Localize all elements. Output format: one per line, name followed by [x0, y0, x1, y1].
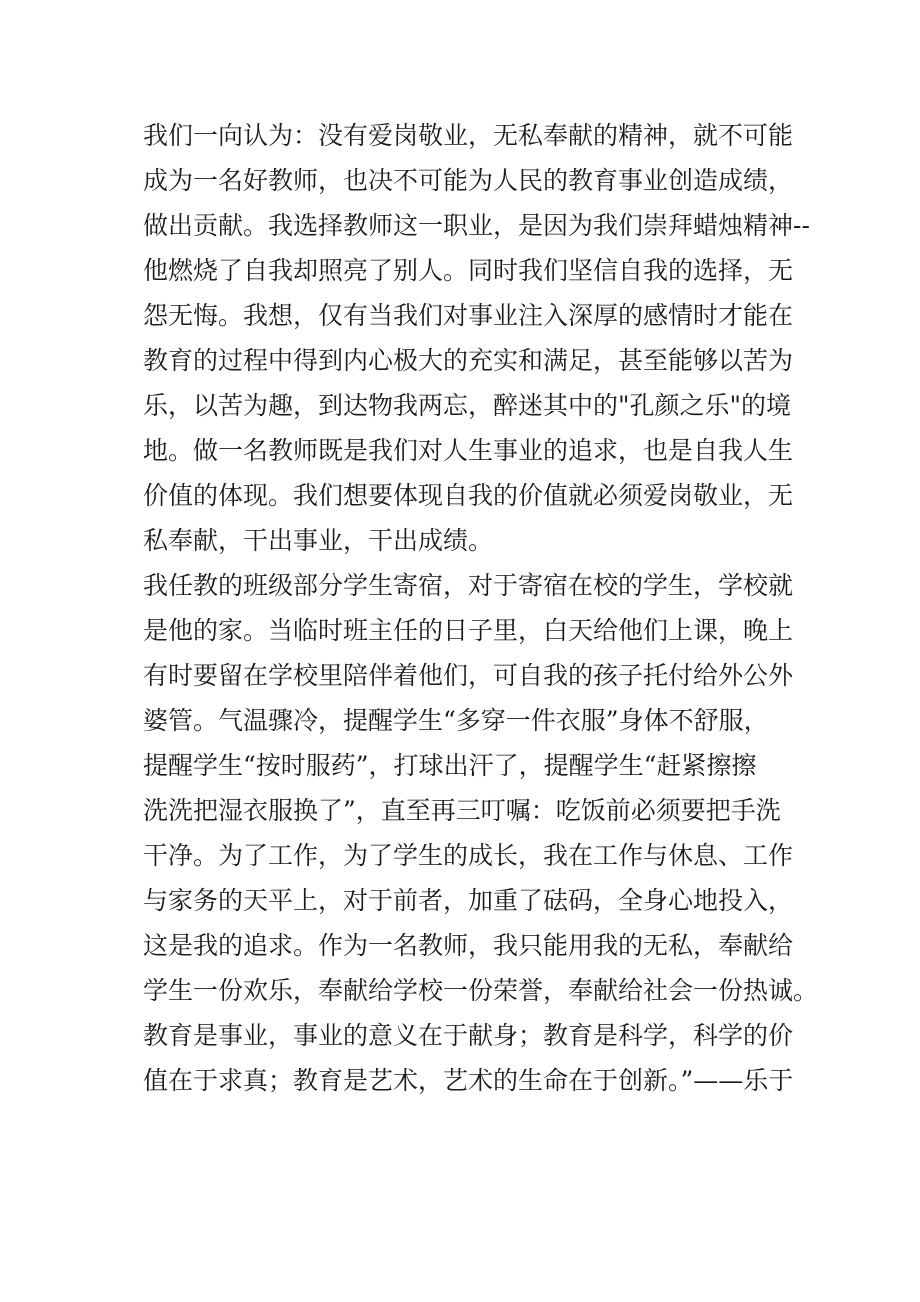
text-line: 这是我的追求。作为一名教师，我只能用我的无私，奉献给: [143, 931, 794, 960]
text-line: 与家务的天平上，对于前者，加重了砝码，全身心地投入，: [143, 886, 794, 915]
text-line: 教育的过程中得到内心极大的充实和满足，甚至能够以苦为: [143, 346, 794, 375]
text-line: 婆管。气温骤冷，提醒学生“多穿一件衣服”身体不舒服，: [143, 706, 769, 735]
text-line: 私奉献，干出事业，干出成绩。: [143, 526, 494, 555]
text-line: 我们一向认为：没有爱岗敬业，无私奉献的精神，就不可能: [143, 121, 794, 150]
text-line: 是他的家。当临时班主任的日子里，白天给他们上课，晚上: [143, 616, 794, 645]
text-line: 有时要留在学校里陪伴着他们，可自我的孩子托付给外公外: [143, 661, 794, 690]
text-line: 提醒学生“按时服药”，打球出汗了，提醒学生“赶紧擦擦: [143, 751, 757, 780]
text-line: 教育是事业，事业的意义在于献身；教育是科学，科学的价: [143, 1021, 794, 1050]
text-line: 乐，以苦为趣，到达物我两忘，醉迷其中的"孔颜之乐"的境: [143, 391, 792, 420]
text-line: 我任教的班级部分学生寄宿，对于寄宿在校的学生，学校就: [143, 571, 794, 600]
text-line: 怨无悔。我想，仅有当我们对事业注入深厚的感情时才能在: [143, 301, 794, 330]
text-line: 地。做一名教师既是我们对人生事业的追求，也是自我人生: [143, 436, 794, 465]
text-line: 价值的体现。我们想要体现自我的价值就必须爱岗敬业，无: [143, 481, 794, 510]
text-line: 成为一名好教师，也决不可能为人民的教育事业创造成绩，: [143, 166, 794, 195]
text-line: 做出贡献。我选择教师这一职业，是因为我们崇拜蜡烛精神--: [143, 211, 810, 240]
text-line: 值在于求真；教育是艺术，艺术的生命在于创新。”——乐于: [143, 1066, 794, 1095]
text-line: 洗洗把湿衣服换了”，直至再三叮嘱：吃饭前必须要把手洗: [143, 796, 781, 825]
body-text: [143, 113, 819, 1103]
text-line: 干净。为了工作，为了学生的成长，我在工作与休息、工作: [143, 841, 794, 870]
text-line: 他燃烧了自我却照亮了别人。同时我们坚信自我的选择，无: [143, 256, 794, 285]
text-line: 学生一份欢乐，奉献给学校一份荣誉，奉献给社会一份热诚。: [143, 976, 819, 1005]
